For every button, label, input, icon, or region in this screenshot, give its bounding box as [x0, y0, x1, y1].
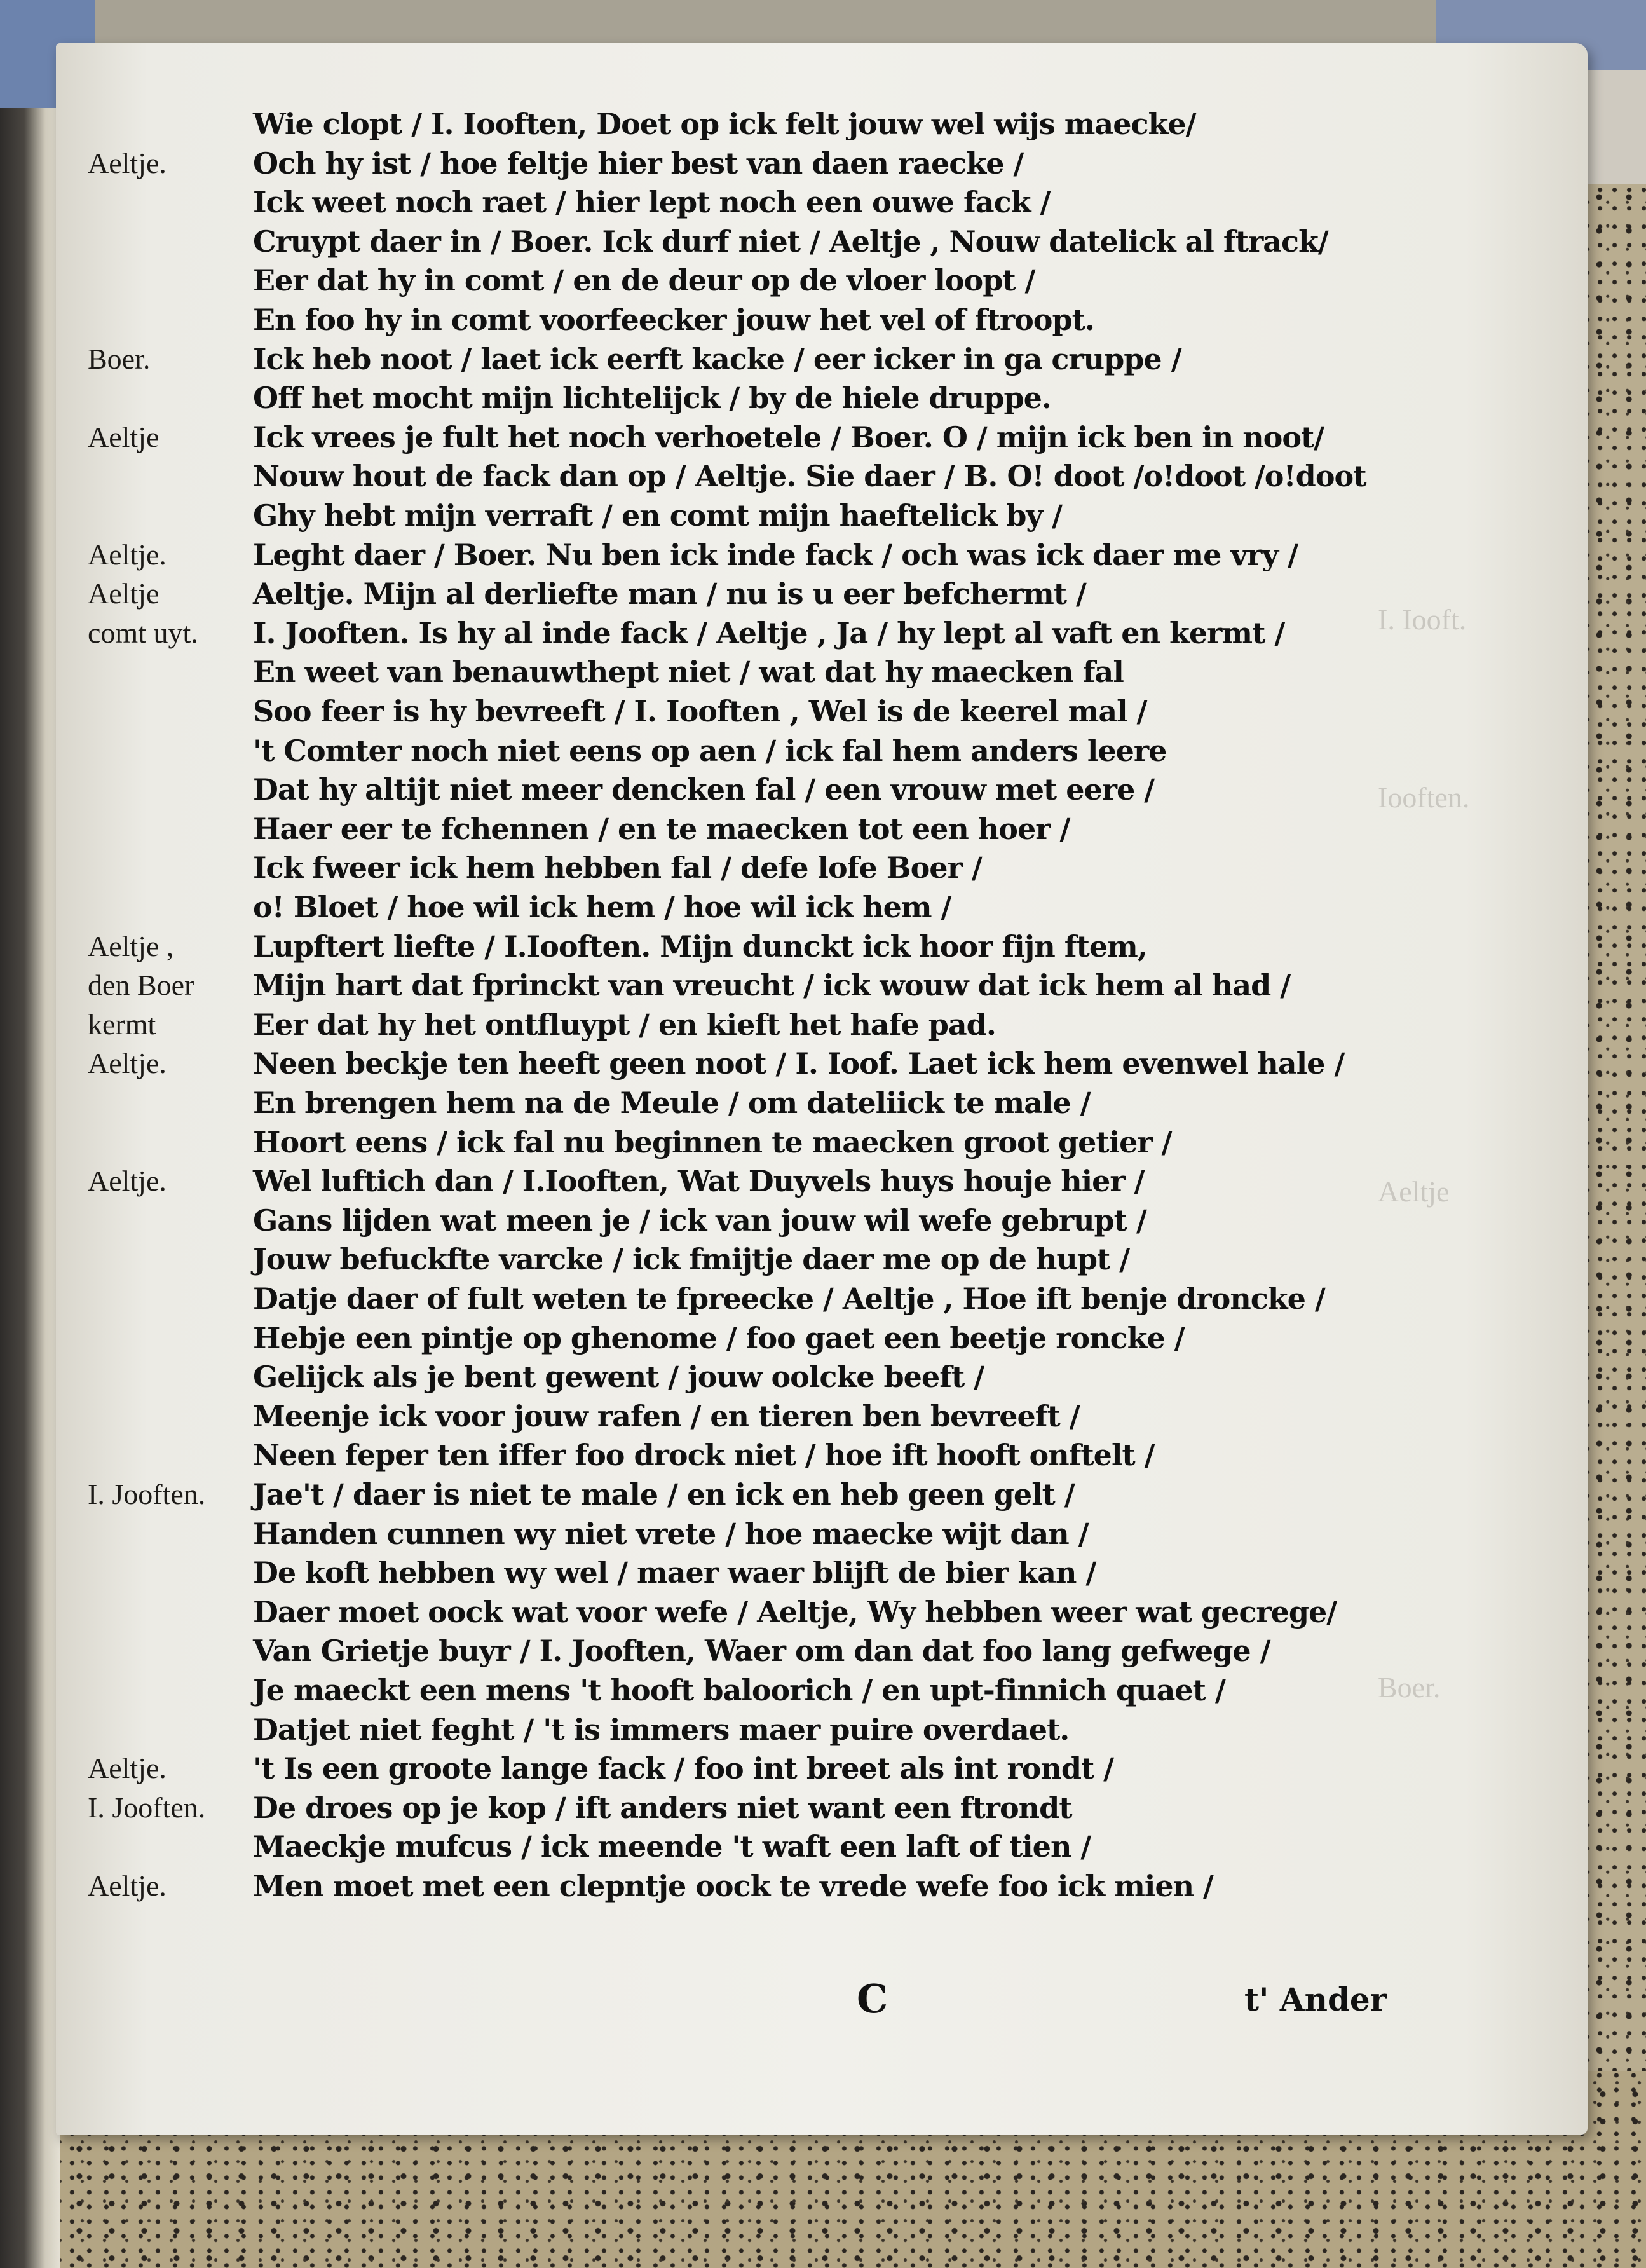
- speaker-label: I. Jooften.: [88, 1478, 206, 1510]
- verse-text: De droes op je kop / ift anders niet want een ftrondt: [253, 1790, 1072, 1825]
- verse-text: Nouw hout de fack dan op / Aeltje. Sie daer / B. O! doot /o!doot /o!doot: [253, 459, 1366, 494]
- speaker-label: Aeltje: [88, 577, 160, 610]
- verse-text: De koft hebben wy wel / maer waer blijft de bier kan /: [253, 1555, 1096, 1590]
- speaker-label: Aeltje.: [88, 146, 167, 179]
- verse-text: Ick heb noot / laet ick eerft kacke / eer icker in ga cruppe /: [253, 341, 1181, 376]
- verse-text: Gelijck als je bent gewent / jouw oolcke beeft /: [253, 1360, 984, 1395]
- verse-text: Soo feer is hy bevreeft / I. Iooften , Wel is de keerel mal /: [253, 694, 1147, 728]
- speaker-label: Aeltje ,: [88, 929, 174, 962]
- verse-text: Jae't / daer is niet te male / en ick en heb geen gelt /: [253, 1477, 1075, 1512]
- verse-text: En brengen hem na de Meule / om dateliick te male /: [253, 1086, 1091, 1120]
- verse-text: En foo hy in comt voorfeecker jouw het vel of ftroopt.: [253, 303, 1094, 337]
- verse-text: Neen feper ten iffer foo drock niet / hoe ift hooft onftelt /: [253, 1438, 1155, 1473]
- verse-text: Eer dat hy het ontfluypt / en kieft het hafe pad.: [253, 1007, 996, 1042]
- speaker-label: Aeltje.: [88, 1869, 167, 1902]
- speaker-label: Aeltje: [88, 420, 160, 453]
- verse-text: Och hy ist / hoe feltje hier best van daen raecke /: [253, 146, 1024, 181]
- verse-text: Men moet met een clepntje oock te vrede wefe foo ick mien /: [253, 1869, 1213, 1903]
- verse-text: Dat hy altijt niet meer dencken fal / een vrouw met eere /: [253, 772, 1155, 807]
- verse-text: I. Jooften. Is hy al inde fack / Aeltje , Ja / hy lept al vaft en kermt /: [253, 615, 1285, 650]
- speaker-label: Aeltje.: [88, 538, 167, 571]
- verse-text: Off het mocht mijn lichtelijck / by de hiele druppe.: [253, 381, 1051, 416]
- speaker-label: Aeltje.: [88, 1752, 167, 1785]
- verse-text: Ick weet noch raet / hier lept noch een ouwe fack /: [253, 185, 1051, 220]
- verse-text: Aeltje. Mijn al derliefte man / nu is u eer befchermt /: [253, 577, 1086, 611]
- speaker-label: den Boer: [88, 969, 194, 1002]
- verse-text: Meenje ick voor jouw rafen / en tieren ben bevreeft /: [253, 1398, 1080, 1433]
- verse-text: Haer eer te fchennen / en te maecken tot een hoer /: [253, 811, 1070, 846]
- verse-text: Neen beckje ten heeft geen noot / I. Ioof. Laet ick hem evenwel hale /: [253, 1046, 1345, 1081]
- verse-text: Eer dat hy in comt / en de deur op de vloer loopt /: [253, 263, 1035, 298]
- bleed-through-text: I. Iooft.: [1378, 603, 1467, 636]
- signature-mark: C: [857, 1976, 888, 2022]
- speaker-label: I. Jooften.: [88, 1791, 206, 1824]
- verse-text: Hebje een pintje op ghenome / foo gaet een beetje roncke /: [253, 1320, 1185, 1355]
- book-binding: [0, 0, 60, 2268]
- verse-text: Ick fweer ick hem hebben fal / defe lofe Boer /: [253, 850, 982, 885]
- bleed-through-text: Aeltje: [1378, 1175, 1450, 1208]
- verse-text: Datjet niet feght / 't is immers maer puire overdaet.: [253, 1712, 1070, 1747]
- catchword: t' Ander: [1244, 1981, 1387, 2018]
- bleed-through-text: Iooften.: [1378, 781, 1470, 814]
- verse-text: Je maeckt een mens 't hooft baloorich / en upt-finnich quaet /: [253, 1673, 1225, 1707]
- verse-text: Lupftert liefte / I.Iooften. Mijn dunckt ick hoor fijn ftem,: [253, 929, 1147, 964]
- verse-text: Wie clopt / I. Iooften, Doet op ick felt jouw wel wijs maecke/: [253, 107, 1196, 141]
- verse-text: Wel luftich dan / I.Iooften, Wat Duyvels huys houje hier /: [253, 1164, 1145, 1199]
- speaker-label: Aeltje.: [88, 1047, 167, 1080]
- bleed-through-text: Boer.: [1378, 1671, 1441, 1704]
- verse-text: Hoort eens / ick fal nu beginnen te maecken groot getier /: [253, 1124, 1172, 1159]
- speaker-label: Aeltje.: [88, 1165, 167, 1198]
- verse-text: 't Comter noch niet eens op aen / ick fal hem anders leere: [253, 733, 1167, 768]
- verse-text: Van Grietje buyr / I. Jooften, Waer om dan dat foo lang gefwege /: [253, 1634, 1270, 1669]
- verse-text: Daer moet oock wat voor wefe / Aeltje, Wy hebben weer wat gecrege/: [253, 1594, 1337, 1629]
- book-page: [56, 43, 1588, 2135]
- verse-text: Ick vrees je fult het noch verhoetele / Boer. O / mijn ick ben in noot/: [253, 420, 1324, 454]
- verse-text: Ghy hebt mijn verraft / en comt mijn haeftelick by /: [253, 498, 1062, 533]
- speaker-label: comt uyt.: [88, 616, 198, 649]
- verse-text: Jouw befuckfte varcke / ick fmijtje daer me op de hupt /: [253, 1242, 1130, 1277]
- speaker-label: Boer.: [88, 342, 151, 375]
- verse-text: Mijn hart dat fprinckt van vreucht / ick wouw dat ick hem al had /: [253, 968, 1291, 1003]
- verse-text: Maeckje mufcus / ick meende 't waft een laft of tien /: [253, 1829, 1091, 1864]
- verse-text: En weet van benauwthept niet / wat dat hy maecken fal: [253, 655, 1124, 690]
- verse-text: Cruypt daer in / Boer. Ick durf niet / Aeltje , Nouw datelick al ftrack/: [253, 224, 1328, 259]
- verse-text: o! Bloet / hoe wil ick hem / hoe wil ick hem /: [253, 890, 951, 924]
- verse-text: 't Is een groote lange fack / foo int breet als int rondt /: [253, 1751, 1114, 1786]
- verse-text: Handen cunnen wy niet vrete / hoe maecke wijt dan /: [253, 1516, 1089, 1551]
- verse-text: Datje daer of fult weten te fpreecke / Aeltje , Hoe ift benje droncke /: [253, 1281, 1325, 1316]
- speaker-label: kermt: [88, 1008, 156, 1041]
- verse-text: Leght daer / Boer. Nu ben ick inde fack / och was ick daer me vry /: [253, 537, 1298, 572]
- verse-text: Gans lijden wat meen je / ick van jouw wil wefe gebrupt /: [253, 1203, 1146, 1238]
